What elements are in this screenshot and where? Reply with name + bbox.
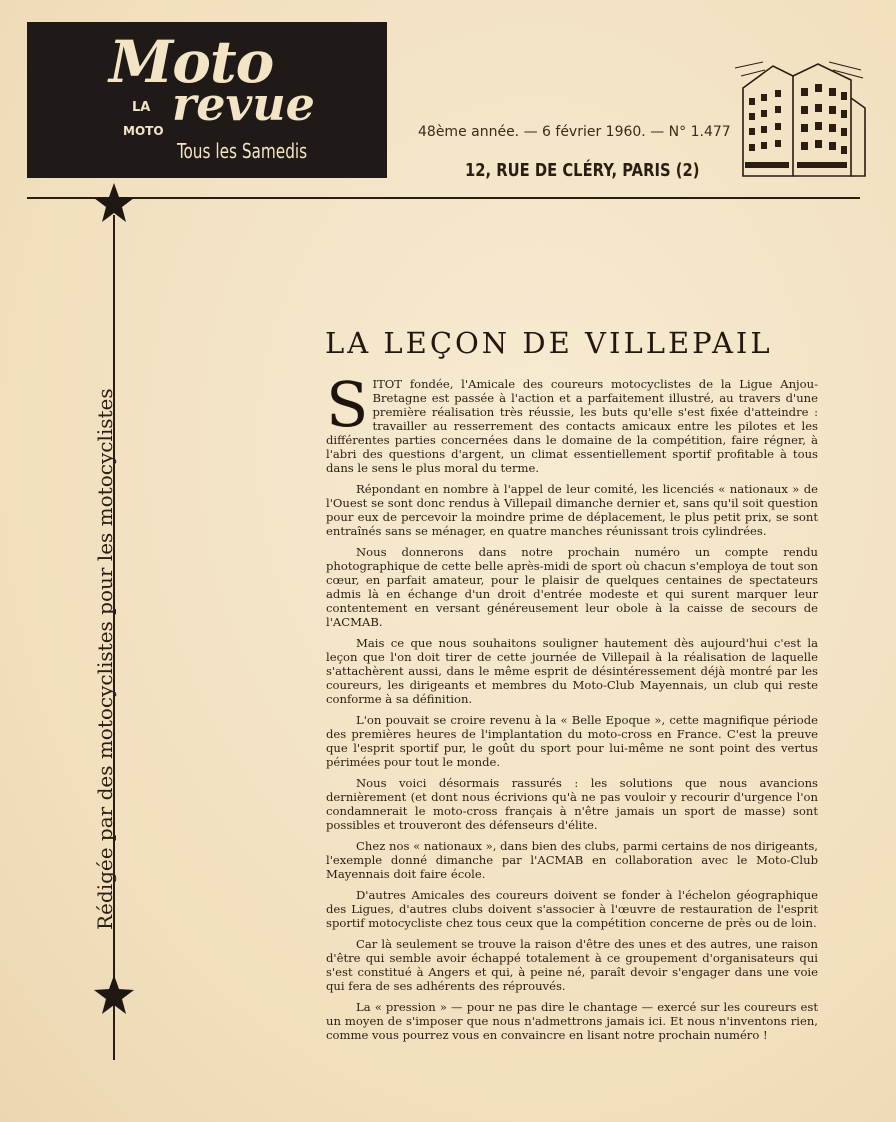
masthead-tagline: Tous les Samedis	[177, 139, 308, 163]
article-paragraph: D'autres Amicales des coureurs doivent se fonder à l'échelon géographique des Ligues, d'autres clubs doivent s'associer à l'œuvre de restauration de l'esprit sportif motocycliste chez tous ceux que la compétition concerne de près ou de loin.	[326, 888, 818, 930]
article-paragraph: Nous donnerons dans notre prochain numéro un compte rendu photographique de cette belle après-midi de sport où chacun s'employa de tout son cœur, en parfait amateur, pour le plaisir de quelques centaines de spectateurs admis là en échange d'un droit d'entrée modeste et qui surent marquer leur contentement en versant généreusement leur obole à la caisse de secours de l'ACMAB.	[326, 545, 818, 629]
side-tagline: Rédigée par des motocyclistes pour les motocyclistes	[93, 388, 117, 930]
article-paragraph: L'on pouvait se croire revenu à la « Belle Epoque », cette magnifique période des premières heures de l'implantation du moto-cross en France. C'est la preuve que l'esprit sportif pur, le goût du sport pour lui-même ne sont point des vertus périmées pour tout le monde.	[326, 713, 818, 769]
article-body	[326, 368, 818, 1049]
star-ornament-icon	[92, 181, 136, 225]
logo-moto-text: Moto	[109, 28, 274, 96]
masthead-logo-block	[27, 22, 387, 178]
article-paragraph: Nous voici désormais rassurés : les solutions que nous avancions dernièrement (et dont nous écrivions qu'à ne pas vouloir y recourir d'urgence l'on condamnerait le moto-cross français à n'être jamais un sport de masse) sont possibles et trouveront des défenseurs d'élite.	[326, 776, 818, 832]
issue-info: 48ème année. — 6 février 1960. — N° 1.477	[418, 124, 731, 140]
article-paragraph: Chez nos « nationaux », dans bien des clubs, parmi certains de nos dirigeants, l'exemple donné dimanche par l'ACMAB en collaboration avec le Moto-Club Mayennais doit faire école.	[326, 839, 818, 881]
star-ornament-icon	[92, 973, 136, 1017]
article-paragraph: Mais ce que nous souhaitons souligner hautement dès aujourd'hui c'est la leçon que l'on doit tirer de cette journée de Villepail à la réalisation de laquelle s'attachèrent aussi, dans le même esprit de désintéressement déjà montré par les coureurs, les dirigeants et membres du Moto-Club Mayennais, un club qui reste conforme à sa définition.	[326, 636, 818, 706]
article-paragraph: Répondant en nombre à l'appel de leur comité, les licenciés « nationaux » de l'Ouest se sont donc rendus à Villepail dimanche dernier et, sans qu'il soit question pour eux de percevoir la moindre prime de déplacement, le plus petit prix, se sont entraînés sans se ménager, en quatre manches réunissant trois cylindrées.	[326, 482, 818, 538]
logo-revue-text: revue	[172, 77, 315, 131]
logo-la-text: LA	[132, 100, 151, 115]
article-paragraph: Car là seulement se trouve la raison d'être des unes et des autres, une raison d'être qui semble avoir échappé totalement à ce groupement d'organisateurs qui s'est constitué à Angers et qui, à peine né, paraît devoir s'engager dans une voie qui fera de ses adhérents des réprouvés.	[326, 937, 818, 993]
publisher-address: 12, RUE DE CLÉRY, PARIS (2)	[465, 160, 700, 181]
article-title: LA LEÇON DE VILLEPAIL	[325, 326, 773, 360]
article-paragraph: SITOT fondée, l'Amicale des coureurs motocyclistes de la Ligue Anjou-Bretagne est passée à l'action et a parfaitement illustré, au travers d'une première réalisation très réussie, les buts qu'elle s'est fixée d'atteindre : travailler au resserrement des contacts amicaux entre les pilotes et les différentes parties concernées dans le domaine de la compétition, faire régner, à l'abri des questions d'argent, un climat essentiellement sportif profitable à tous dans le sens le plus moral du terme.	[326, 368, 818, 475]
logo-moto-small-text: MOTO	[123, 124, 164, 138]
top-rule-divider	[27, 197, 860, 199]
article-paragraph: La « pression » — pour ne pas dire le chantage — exercé sur les coureurs est un moyen de s'imposer que nous n'admettrons jamais ici. Et nous n'inventons rien, comme vous pourrez vous en convaincre en lisant notre prochain numéro !	[326, 1000, 818, 1042]
drop-cap: S	[326, 368, 369, 441]
building-illustration-icon	[733, 58, 868, 180]
